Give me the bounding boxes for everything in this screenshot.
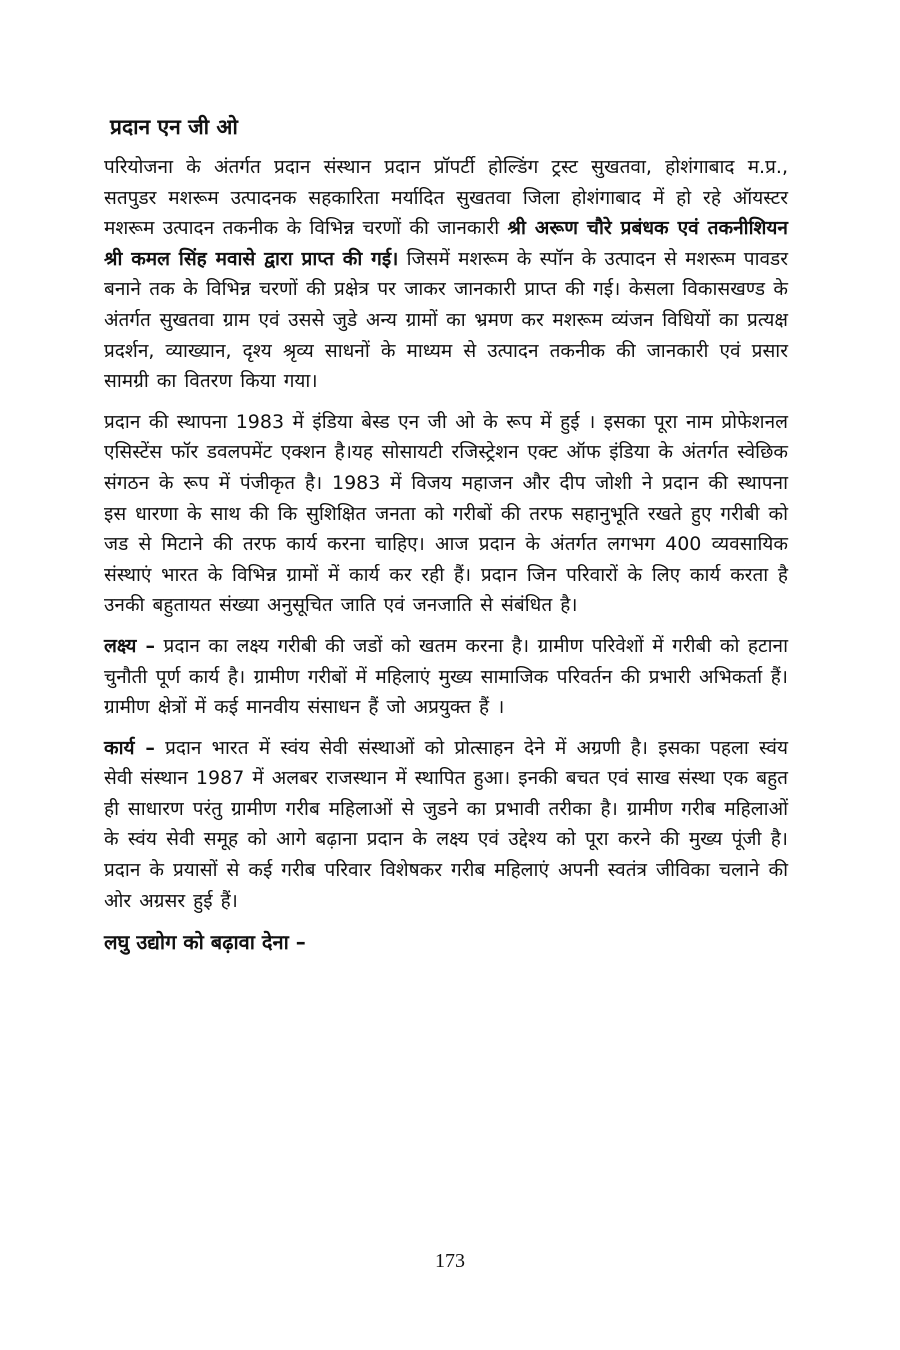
bold-credit-text: श्री अरूण चौरे प्रबंधक एवं तकनीशियन श्री कमल सिंह मवासे द्वारा प्राप्त की गई। xyxy=(104,217,788,270)
paragraph-text: जिसमें मशरूम के स्पॉन के उत्पादन से मशरूम पावडर बनाने तक के विभिन्न चरणों की प्रक्षेत्र पर जाकर जानकारी प्राप्त की गई। केसला विकासखण्ड के अंतर्गत सुखतवा ग्राम एवं उससे जुडे अन्य ग्रामों का भ्रमण कर मशरूम व्यंजन विधियों का प्रत्यक्ष प्रदर्शन, व्याख्यान, दृश्य श्रृव्य साधनों के माध्यम से उत्पादन तकनीक की जानकारी एवं प्रसार सामग्री का वितरण किया गया। xyxy=(104,247,788,393)
subheading-small-industry: लघु उद्योग को बढ़ावा देना – xyxy=(104,930,306,955)
paragraph-pradan-founding: प्रदान की स्थापना 1983 में इंडिया बेस्ड एन जी ओ के रूप में हुई । इसका पूरा नाम प्रोफेशनल एसिस्टेंस फॉर डवलपमेंट एक्शन है।यह सोसायटी रजिस्ट्रेशन एक्ट ऑफ इंडिया के अंतर्गत स्वेछिक संगठन के रूप में पंजीकृत है। 1983 में विजय महाजन और दीप जोशी ने प्रदान की स्थापना इस धारणा के साथ की कि सुशिक्षित जनता को गरीबों की तरफ सहानुभूति रखते हुए गरीबी को जड से मिटाने की तरफ कार्य करना चाहिए। आज प्रदान के अंतर्गत लगभग 400 व्यवसायिक संस्थाएं भारत के विभिन्न ग्रामों में कार्य कर रही हैं। प्रदान जिन परिवारों के लिए कार्य करता है उनकी बहुतायत संख्या अनुसूचित जाति एवं जनजाति से संबंधित है। xyxy=(104,410,788,617)
goal-label: लक्ष्य – xyxy=(104,634,155,657)
work-label: कार्य – xyxy=(104,736,155,759)
paragraph-mushroom-training xyxy=(104,152,788,397)
section-heading: प्रदान एन जी ओ xyxy=(110,115,238,139)
paragraph-goal xyxy=(104,631,788,723)
paragraph-text: परियोजना के अंतर्गत प्रदान संस्थान प्रदान प्रॉपर्टी होल्डिंग ट्रस्ट सुखतवा, होशंगाबाद म.प्र., सतपुडर मशरूम उत्पादनक सहकारिता मर्यादित सुखतवा जिला होशंगाबाद में हो रहे ऑयस्टर मशरूम उत्पादन तकनीक के विभिन्न चरणों की जानकारी xyxy=(104,156,788,240)
page-number: 173 xyxy=(435,1250,465,1272)
page-body xyxy=(104,110,788,958)
goal-text: प्रदान का लक्ष्य गरीबी की जडों को खतम करना है। ग्रामीण परिवेशों में गरीबी को हटाना चुनौती पूर्ण कार्य है। ग्रामीण गरीबों में महिलाएं मुख्य सामाजिक परिवर्तन की प्रभारी अभिकर्ता हैं। ग्रामीण क्षेत्रों में कई मानवीय संसाधन हैं जो अप्रयुक्त हैं । xyxy=(104,634,788,719)
work-text: प्रदान भारत में स्वंय सेवी संस्थाओं को प्रोत्साहन देने में अग्रणी है। इसका पहला स्वंय सेवी संस्थान 1987 में अलबर राजस्थान में स्थापित हुआ। इनकी बचत एवं साख संस्था एक बहुत ही साधारण परंतु ग्रामीण गरीब महिलाओं से जुडने का प्रभावी तरीका है। ग्रामीण गरीब महिलाओं के स्वंय सेवी समूह को आगे बढ़ाना प्रदान के लक्ष्य एवं उद्देश्य को पूरा करने की मुख्य पूंजी है। प्रदान के प्रयासों से कई गरीब परिवार विशेषकर गरीब महिलाएं अपनी स्वतंत्र जीविका चलाने की ओर अग्रसर हुई हैं। xyxy=(104,736,788,912)
paragraph-work xyxy=(104,733,788,917)
